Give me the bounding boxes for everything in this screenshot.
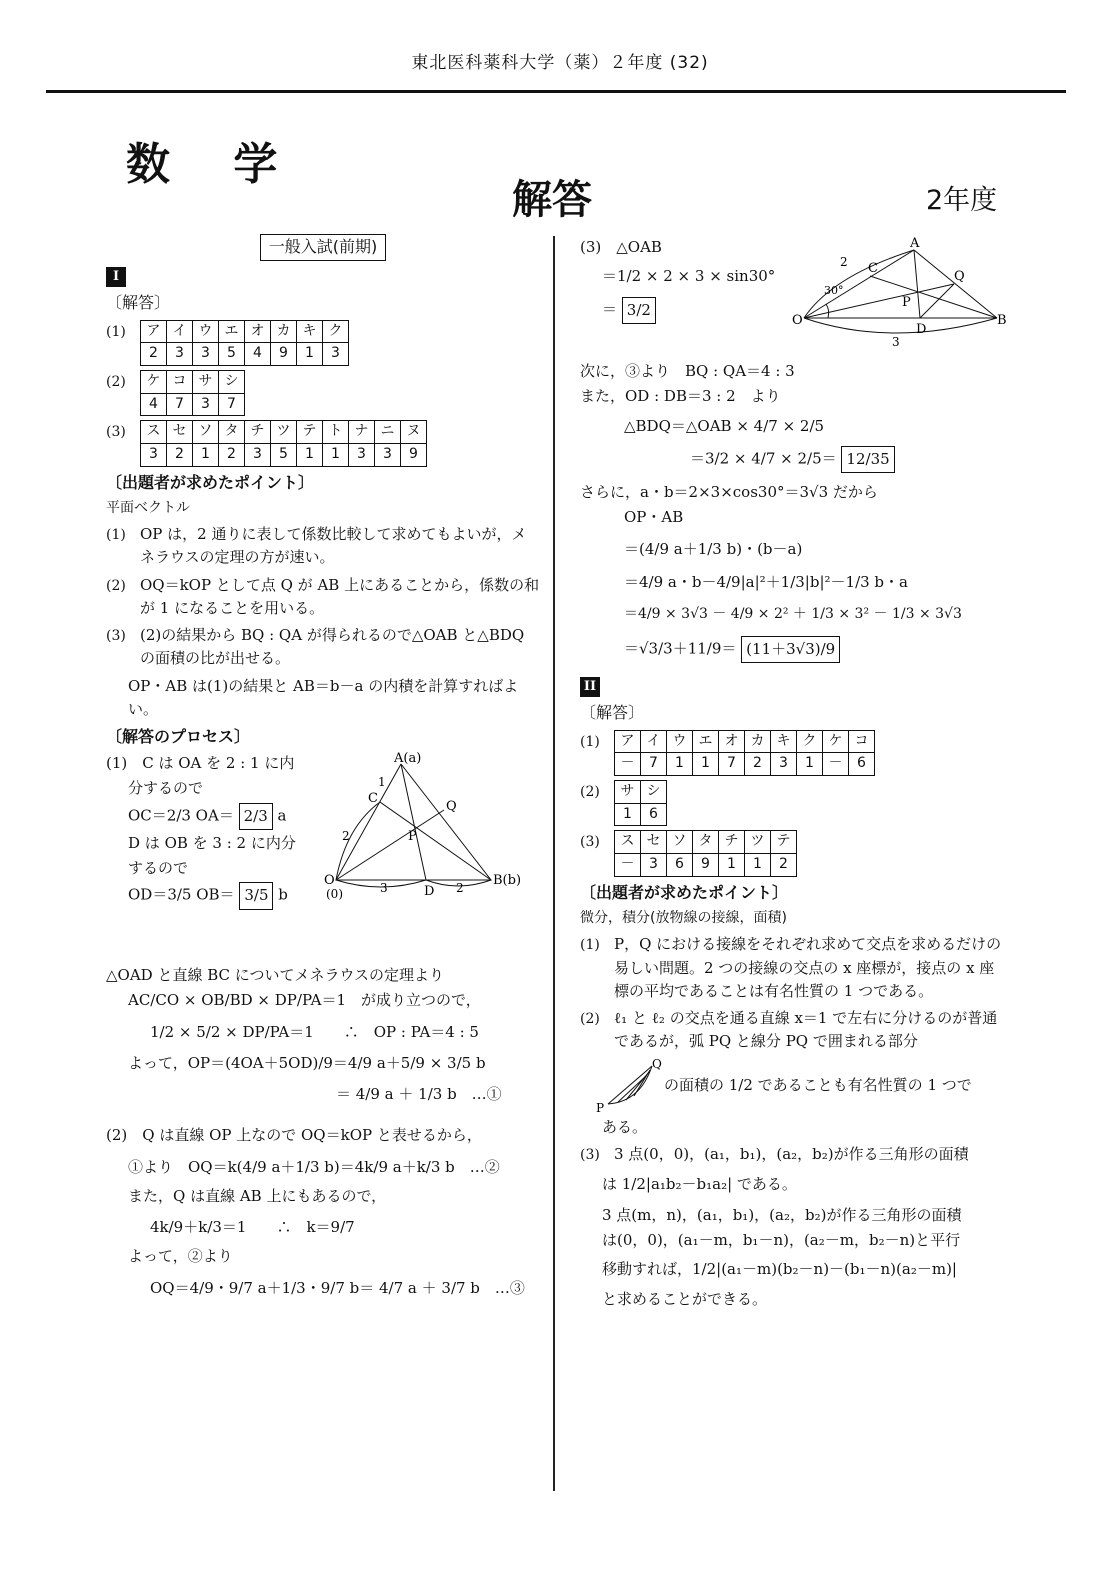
process-text: D は OB を 3 : 2 に内分 bbox=[128, 833, 296, 852]
answer-value-cell: 3 bbox=[771, 753, 797, 776]
label-2b: 2 bbox=[456, 881, 464, 895]
answer-value-cell: 2 bbox=[745, 753, 771, 776]
answer-key-cell: ツ bbox=[271, 421, 297, 444]
process-text: (3) △OAB bbox=[580, 238, 662, 256]
point-item-number: (1) bbox=[106, 527, 126, 544]
point-item-text: OP は，2 通りに表して係数比較して求めてもよいが，メネラウスの定理の方が速い。 bbox=[140, 525, 527, 567]
point-item-number: (2) bbox=[106, 577, 126, 594]
answer-key-cell: エ bbox=[219, 320, 245, 343]
answer-row-4: (1) ア イ ウ エ オ カ キ ク ケ コ － 7 1 1 7 2 3 1 － 6 bbox=[580, 730, 1008, 776]
answer-value-row bbox=[615, 753, 875, 776]
answer-value-row bbox=[141, 343, 349, 366]
equation: 1/2 × 5/2 × DP/PA＝1 ∴ OP : PA＝4 : 5 bbox=[150, 1022, 479, 1041]
point-text: は(0，0)，(a₁－m，b₁－n)，(a₂－m，b₂－n)と平行 bbox=[602, 1231, 961, 1250]
answer-key-cell: シ bbox=[641, 781, 667, 804]
answer-key-cell: ソ bbox=[667, 831, 693, 854]
answer-key-cell: サ bbox=[193, 370, 219, 393]
point-text: と求めることができる。 bbox=[602, 1289, 768, 1308]
column-divider bbox=[553, 236, 555, 1491]
label-A: A(a) bbox=[394, 752, 422, 766]
equation: AC/CO × OB/BD × DP/PA＝1 が成り立つので， bbox=[128, 991, 481, 1010]
dot-equation: ＝√3/3＋11/9＝ (11＋3√3)/9 bbox=[580, 636, 1008, 663]
answer-key-cell: セ bbox=[167, 421, 193, 444]
answer-value-cell: 1 bbox=[615, 803, 641, 826]
area-equation: ＝ 3/2 bbox=[580, 297, 1008, 324]
left-column bbox=[106, 234, 540, 1302]
point-heading-2: 〔出題者が求めたポイント〕 bbox=[580, 882, 789, 902]
point-item-text: OQ＝kOP として点 Q が AB 上にあることから，係数の和が 1 になることを用いる。 bbox=[140, 575, 540, 617]
section-numeral-1: I bbox=[106, 267, 126, 287]
answer-key-cell: タ bbox=[693, 831, 719, 854]
answer-value-cell: 5 bbox=[271, 444, 297, 467]
answer-heading: 〔解答〕 bbox=[106, 292, 171, 312]
answer-value-cell: 4 bbox=[141, 393, 167, 416]
triangle-figure-1 bbox=[316, 752, 541, 902]
bdq-equation: ＝3/2 × 4/7 × 2/5＝ 12/35 bbox=[580, 446, 1008, 473]
label-P: P bbox=[408, 829, 417, 844]
answer-value-row bbox=[615, 854, 797, 877]
answer-key-cell: カ bbox=[271, 320, 297, 343]
answer-value-cell: 4 bbox=[245, 343, 271, 366]
answer-key-cell: テ bbox=[297, 421, 323, 444]
answer-table-5 bbox=[614, 780, 667, 826]
answer-value-cell: 9 bbox=[401, 444, 427, 467]
od-equation: OD＝3/5 OB＝ 3/5 b bbox=[106, 882, 540, 909]
answer-key-cell: ス bbox=[615, 831, 641, 854]
segment-area-line: P Q の面積の 1/2 であることも有名性質の 1 つで bbox=[596, 1057, 972, 1114]
oc-equation: OC＝2/3 OA＝ 2/3 a bbox=[106, 803, 540, 830]
answer-key-cell: ソ bbox=[193, 421, 219, 444]
point-topic: 平面ベクトル bbox=[106, 499, 190, 516]
label-D: D bbox=[916, 322, 927, 337]
process-1-block bbox=[106, 752, 540, 962]
answer-value-cell: 3 bbox=[349, 444, 375, 467]
answer-table-4 bbox=[614, 730, 875, 776]
answer-key-cell: ス bbox=[141, 421, 167, 444]
answer-key-cell: コ bbox=[849, 730, 875, 753]
answer-value-cell: 1 bbox=[193, 444, 219, 467]
answer-value-cell: 3 bbox=[193, 393, 219, 416]
process-text: また，OD : DB＝3 : 2 より bbox=[580, 387, 781, 406]
answer-table-1 bbox=[140, 320, 349, 366]
answer-key-cell: ツ bbox=[745, 831, 771, 854]
point-extra: OP・AB は(1)の結果と AB＝b－a の内積を計算すればよい。 bbox=[128, 676, 519, 718]
equation: よって，OP＝(4OA＋5OD)/9＝4/9 a＋5/9 × 3/5 b bbox=[128, 1053, 486, 1072]
answer-value-row bbox=[141, 393, 245, 416]
label-angle: 30° bbox=[824, 284, 844, 297]
answer-key-cell: ア bbox=[615, 730, 641, 753]
process-text: △OAD と直線 BC についてメネラウスの定理より bbox=[106, 966, 445, 984]
right-column bbox=[580, 234, 1008, 1313]
answer-key-cell: オ bbox=[719, 730, 745, 753]
answer-value-cell: 2 bbox=[167, 444, 193, 467]
answer-value-cell: 7 bbox=[719, 753, 745, 776]
answer-value-cell: 6 bbox=[667, 854, 693, 877]
answer-key-cell: ウ bbox=[667, 730, 693, 753]
answer-value-cell: 6 bbox=[849, 753, 875, 776]
answer-key-cell: ク bbox=[323, 320, 349, 343]
process-text: 次に，③より BQ : QA＝4 : 3 bbox=[580, 362, 795, 380]
section-numeral-2: II bbox=[580, 677, 600, 697]
answer-key-cell: コ bbox=[167, 370, 193, 393]
point-item bbox=[106, 523, 540, 570]
answer-value-cell: 9 bbox=[271, 343, 297, 366]
point-text: 移動すれば，1/2|(a₁－m)(b₂－n)－(b₁－n)(a₂－m)| bbox=[602, 1260, 957, 1279]
equation: ＝4/9 × 3√3 － 4/9 × 2² ＋ 1/3 × 3² － 1/3 × 3√3 bbox=[624, 606, 962, 622]
answer-value-cell: 7 bbox=[167, 393, 193, 416]
answer-row-6: (3) ス セ ソ タ チ ツ テ － 3 6 9 1 1 2 bbox=[580, 830, 1008, 876]
year-label: 2年度 bbox=[926, 185, 998, 216]
equation: △BDQ＝△OAB × 4/7 × 2/5 bbox=[624, 416, 825, 435]
point-text: は 1/2|a₁b₂－b₁a₂| である。 bbox=[602, 1174, 797, 1193]
answer-key-cell: チ bbox=[719, 831, 745, 854]
answer-key-cell: ケ bbox=[141, 370, 167, 393]
answer-value-cell: 1 bbox=[745, 854, 771, 877]
label-B: B bbox=[997, 313, 1007, 328]
answer-value-cell: 1 bbox=[797, 753, 823, 776]
process-text: するので bbox=[128, 859, 189, 877]
answer-key-cell: ナ bbox=[349, 421, 375, 444]
label-2: 2 bbox=[342, 829, 350, 843]
answer-key-cell: シ bbox=[219, 370, 245, 393]
answer-header-row bbox=[615, 831, 797, 854]
answer-value-cell: － bbox=[615, 753, 641, 776]
answer-value-cell: － bbox=[615, 854, 641, 877]
answer-value-cell: 2 bbox=[141, 343, 167, 366]
point-item bbox=[106, 574, 540, 621]
label-Q: Q bbox=[446, 799, 457, 814]
equation: 4k/9＋k/3＝1 ∴ k＝9/7 bbox=[150, 1218, 355, 1236]
label-A: A bbox=[910, 236, 920, 251]
point-item-2-1: (1) P，Q における接線をそれぞれ求めて交点を求めるだけの易しい問題。2 つの接線の交点の x 座標が，接点の x 座標の平均であることは有名性質の 1 つである。 bbox=[580, 935, 1002, 1000]
triangle-figure-2 bbox=[792, 236, 1007, 351]
answer-value-cell: 3 bbox=[323, 343, 349, 366]
answer-value-cell: 5 bbox=[219, 343, 245, 366]
answer-key-cell: イ bbox=[641, 730, 667, 753]
answer-key-cell: キ bbox=[771, 730, 797, 753]
answer-value-cell: 7 bbox=[219, 393, 245, 416]
answer-value-cell: 7 bbox=[641, 753, 667, 776]
process-text: また，Q は直線 AB 上にもあるので， bbox=[128, 1186, 387, 1205]
process-text: (1) C は OA を 2 : 1 に内 bbox=[106, 754, 295, 772]
point-text: 3 点(m，n)，(a₁，b₁)，(a₂，b₂)が作る三角形の面積 bbox=[602, 1205, 962, 1224]
point-item-2-3: (3) 3 点(0，0)，(a₁，b₁)，(a₂，b₂)が作る三角形の面積 bbox=[580, 1144, 969, 1163]
point-text: ある。 bbox=[602, 1117, 648, 1136]
label-3: 3 bbox=[892, 335, 900, 349]
answer-header-row bbox=[141, 421, 427, 444]
point-items bbox=[106, 523, 540, 671]
answer-key-cell: ク bbox=[797, 730, 823, 753]
answer-key-cell: ケ bbox=[823, 730, 849, 753]
answer-key-cell: ヌ bbox=[401, 421, 427, 444]
equation: OP・AB bbox=[624, 508, 684, 527]
equation: ＝1/2 × 2 × 3 × sin30° bbox=[602, 267, 776, 286]
process-text: 分するので bbox=[128, 779, 204, 798]
answer-key-cell: ア bbox=[141, 320, 167, 343]
answer-key-cell: タ bbox=[219, 421, 245, 444]
point-heading: 〔出題者が求めたポイント〕 bbox=[106, 472, 315, 492]
answer-key-cell: カ bbox=[745, 730, 771, 753]
point-item-text: (2)の結果から BQ : QA が得られるので△OAB と△BDQ の面積の比が出せる。 bbox=[140, 626, 525, 668]
label-O: O bbox=[792, 313, 803, 328]
label-P: P bbox=[902, 295, 911, 310]
label-Q: Q bbox=[652, 1057, 662, 1071]
label-O: O bbox=[324, 873, 335, 888]
answer-key-cell: セ bbox=[641, 831, 667, 854]
answer-value-row bbox=[141, 444, 427, 467]
label-B: B(b) bbox=[493, 873, 522, 888]
subject-title: 数 学 bbox=[126, 139, 302, 190]
answer-table-2 bbox=[140, 370, 245, 416]
label-Q: Q bbox=[954, 269, 965, 284]
answer-key-cell: ウ bbox=[193, 320, 219, 343]
point-topic-2: 微分，積分(放物線の接線，面積) bbox=[580, 909, 787, 926]
answer-value-cell: 3 bbox=[641, 854, 667, 877]
label-1: 1 bbox=[378, 775, 386, 789]
answer-row-2: (2) ケ コ サ シ 4 7 3 7 bbox=[106, 370, 540, 416]
header-rule bbox=[46, 90, 1066, 93]
answer-value-cell: 9 bbox=[693, 854, 719, 877]
answer-key-cell: ト bbox=[323, 421, 349, 444]
answer-value-cell: 3 bbox=[141, 444, 167, 467]
header-title: 東北医科薬科大学（薬）２年度 (32) bbox=[411, 53, 709, 73]
answer-box-dot: (11＋3√3)/9 bbox=[741, 636, 840, 663]
point-item bbox=[106, 624, 540, 671]
answer-box-bdq: 12/35 bbox=[841, 446, 894, 473]
process-3-block bbox=[580, 236, 1008, 358]
point-item-number: (3) bbox=[106, 628, 126, 645]
answer-value-cell: 3 bbox=[193, 343, 219, 366]
answer-header-row bbox=[141, 370, 245, 393]
answer-value-cell: 2 bbox=[771, 854, 797, 877]
answer-value-cell: 1 bbox=[297, 444, 323, 467]
answer-value-cell: － bbox=[823, 753, 849, 776]
equation-answer-1: ＝ 4/9 a ＋ 1/3 b …① bbox=[336, 1085, 502, 1103]
label-C: C bbox=[868, 261, 878, 276]
answer-key-cell: キ bbox=[297, 320, 323, 343]
answer-header-row bbox=[615, 730, 875, 753]
answer-value-cell: 1 bbox=[667, 753, 693, 776]
label-D: D bbox=[424, 884, 435, 899]
label-3: 3 bbox=[380, 881, 388, 895]
segment-figure bbox=[594, 1058, 664, 1114]
exam-label: 一般入試(前期) bbox=[260, 234, 387, 261]
process-text: さらに，a・b＝2×3×cos30°＝3√3 だから bbox=[580, 483, 878, 501]
answer-value-cell: 1 bbox=[297, 343, 323, 366]
label-O0: (0) bbox=[326, 887, 343, 901]
answer-value-cell: 3 bbox=[375, 444, 401, 467]
answer-key-cell: エ bbox=[693, 730, 719, 753]
answer-row-3: (3) ス セ ソ タ チ ツ テ ト ナ ニ ヌ 3 2 1 2 3 5 1 1 3 3 9 bbox=[106, 420, 540, 466]
answer-header-row bbox=[615, 781, 667, 804]
answer-row-5: (2) サ シ 1 6 bbox=[580, 780, 1008, 826]
answer-value-cell: 1 bbox=[719, 854, 745, 877]
process-text: よって，②より bbox=[128, 1247, 233, 1266]
label-C: C bbox=[368, 791, 378, 806]
process-text: (2) Q は直線 OP 上なので OQ＝kOP と表せるから， bbox=[106, 1126, 482, 1145]
answer-value-cell: 1 bbox=[693, 753, 719, 776]
equation: ＝(4/9 a＋1/3 b)・(b－a) bbox=[624, 539, 803, 558]
answer-value-cell: 1 bbox=[323, 444, 349, 467]
answer-value-cell: 3 bbox=[167, 343, 193, 366]
answer-row-1: (1) ア イ ウ エ オ カ キ ク 2 3 3 5 4 9 1 3 bbox=[106, 320, 540, 366]
answer-value-cell: 6 bbox=[641, 803, 667, 826]
answer-value-cell: 2 bbox=[219, 444, 245, 467]
point-item-2-2: (2) ℓ₁ と ℓ₂ の交点を通る直線 x＝1 で左右に分けるのが普通であるが，弧 PQ と線分 PQ で囲まれる部分 bbox=[580, 1009, 998, 1051]
answer-key-cell: サ bbox=[615, 781, 641, 804]
answer-heading-2: 〔解答〕 bbox=[580, 702, 645, 722]
process-heading: 〔解答のプロセス〕 bbox=[106, 727, 251, 747]
answer-value-row bbox=[615, 803, 667, 826]
equation: ①より OQ＝k(4/9 a＋1/3 b)＝4k/9 a＋k/3 b …② bbox=[128, 1157, 500, 1176]
answer-title: 解答 bbox=[512, 177, 592, 223]
label-2: 2 bbox=[840, 255, 848, 269]
equation: ＝4/9 a・b－4/9|a|²＋1/3|b|²－1/3 b・a bbox=[624, 572, 908, 591]
answer-box-oc: 2/3 bbox=[239, 803, 273, 830]
answer-header-row bbox=[141, 320, 349, 343]
answer-value-cell: 3 bbox=[245, 444, 271, 467]
answer-table-3 bbox=[140, 420, 427, 466]
answer-key-cell: イ bbox=[167, 320, 193, 343]
label-P: P bbox=[596, 1100, 605, 1114]
answer-key-cell: オ bbox=[245, 320, 271, 343]
answer-key-cell: テ bbox=[771, 831, 797, 854]
equation-answer-3: OQ＝4/9・9/7 a＋1/3・9/7 b＝ 4/7 a ＋ 3/7 b …③ bbox=[150, 1278, 525, 1297]
answer-table-6 bbox=[614, 830, 797, 876]
answer-key-cell: チ bbox=[245, 421, 271, 444]
answer-key-cell: ニ bbox=[375, 421, 401, 444]
answer-box-area: 3/2 bbox=[622, 297, 656, 324]
answer-box-od: 3/5 bbox=[239, 882, 273, 909]
